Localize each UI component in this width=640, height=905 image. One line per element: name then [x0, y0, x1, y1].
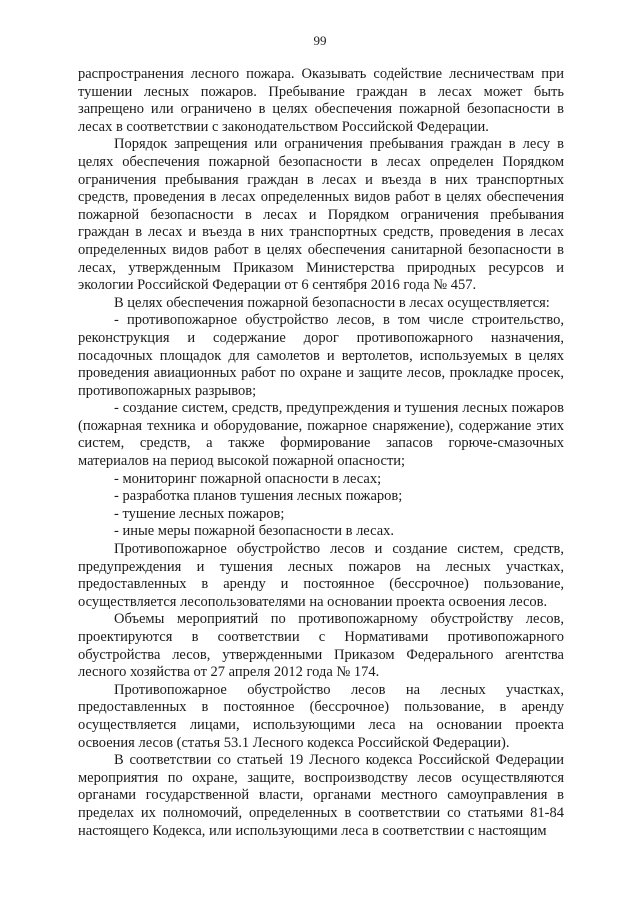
paragraph: Противопожарное обустройство лесов на лесных участках, предоставленных в постоянное (бессрочное) пользование, в аренду осуществляется лицами, использующими леса на основании проекта освоения лесов (статья 53.1 Лесного кодекса Российской Федерации).: [78, 681, 564, 751]
paragraph: Порядок запрещения или ограничения пребывания граждан в лесу в целях обеспечения пожарной безопасности в лесах определен Порядком ограничения пребывания граждан в лесах и въезда в них транспортных средств, проведения в лесах определенных видов работ в целях обеспечения пожарной безопасности в лесах и Порядком ограничения пребывания граждан в лесах и въезда в них транспортных средств, проведения в лесах определенных видов работ в целях обеспечения санитарной безопасности в лесах, утвержденным Приказом Министерства природных ресурсов и экологии Российской Федерации от 6 сентября 2016 года № 457.: [78, 136, 564, 294]
paragraph: Противопожарное обустройство лесов и создание систем, средств, предупреждения и тушения лесных пожаров на лесных участках, предоставленных в аренду и постоянное (бессрочное) пользование, осуществляется лесопользователями на основании проекта освоения лесов.: [78, 541, 564, 610]
list-item: - противопожарное обустройство лесов, в том числе строительство, реконструкция и содержание дорог противопожарного назначения, посадочных площадок для самолетов и вертолетов, используемых в целях проведения авиационных работ по охране и защите лесов, прокладке просек, противопожарных разрывов;: [78, 312, 564, 399]
list-item: - мониторинг пожарной опасности в лесах;: [114, 470, 382, 487]
paragraph: В целях обеспечения пожарной безопасности в лесах осуществляется:: [114, 294, 550, 311]
list-item: - разработка планов тушения лесных пожаров;: [114, 488, 403, 505]
document-body: [78, 66, 564, 840]
paragraph: В соответствии со статьей 19 Лесного кодекса Российской Федерации мероприятия по охране, защите, воспроизводству лесов осуществляются органами государственной власти, органами местного самоуправления в пределах их полномочий, определенных в соответствии со статьями 81-84 настоящего Кодекса, или использующими леса в соответствии с настоящим: [78, 752, 564, 839]
list-item: - тушение лесных пожаров;: [114, 505, 285, 522]
paragraph: распространения лесного пожара. Оказывать содействие лесничествам при тушении лесных пожаров. Пребывание граждан в лесах может быть запрещено или ограничено в целях обеспечения пожарной безопасности в лесах в соответствии с законодательством Российской Федерации.: [78, 66, 564, 135]
list-item: - создание систем, средств, предупреждения и тушения лесных пожаров (пожарная техника и оборудование, пожарное снаряжение), содержание этих систем, средств, а также формирование запасов горюче-смазочных материалов на период высокой пожарной опасности;: [78, 400, 564, 470]
page-number: 99: [313, 33, 327, 48]
paragraph: Объемы мероприятий по противопожарному обустройству лесов, проектируются в соответствии с Нормативами противопожарного обустройства лесов, утвержденными Приказом Федерального агентства лесного хозяйства от 27 апреля 2012 года № 174.: [78, 611, 564, 681]
list-item: - иные меры пожарной безопасности в лесах.: [114, 523, 395, 540]
